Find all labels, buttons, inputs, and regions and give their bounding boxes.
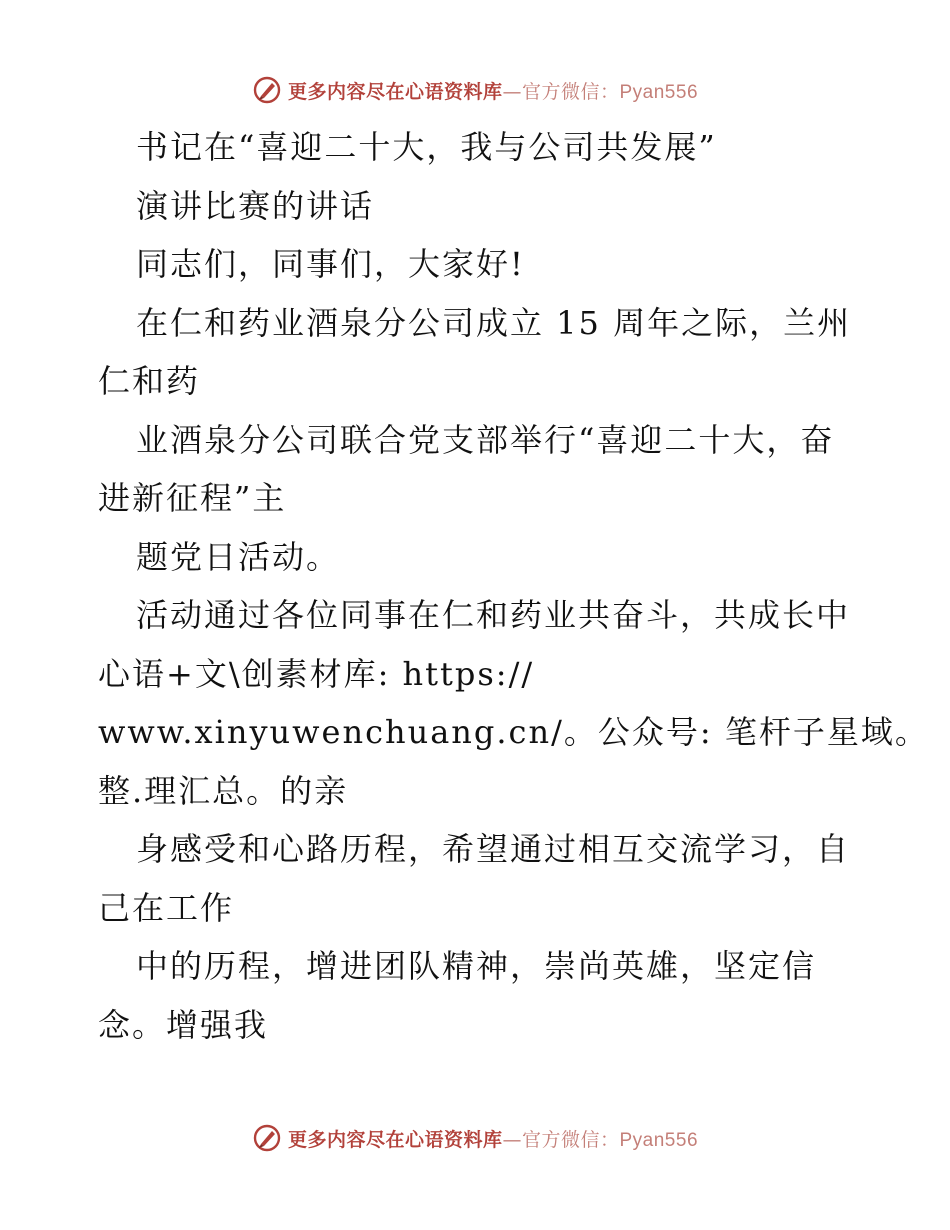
watermark-wechat-id: Pyan556 xyxy=(619,1129,699,1151)
text-line: www.xinyuwenchuang.cn/。公众号: 笔杆子星域。 xyxy=(98,713,929,751)
text-line: 进新征程”主 xyxy=(98,479,287,517)
watermark-label: —官方微信： xyxy=(502,80,620,103)
text-line: 身感受和心路历程，希望通过相互交流学习，自 xyxy=(136,830,851,868)
text-line: 心语+文\创素材库: https:// xyxy=(98,654,535,693)
text-line: 业酒泉分公司联合党支部举行“喜迎二十大，奋 xyxy=(136,420,835,459)
pen-logo-icon xyxy=(252,75,282,105)
watermark-brand: 更多内容尽在心语资料库 xyxy=(287,1128,503,1151)
footer-watermark xyxy=(0,1118,950,1158)
text-line: 题党日活动。 xyxy=(136,537,341,576)
pen-logo-icon xyxy=(252,1123,282,1153)
text-line: 己在工作 xyxy=(98,888,235,927)
document-body xyxy=(98,118,929,1054)
text-line: 同志们，同事们，大家好! xyxy=(136,245,525,283)
text-line: 仁和药 xyxy=(98,362,201,400)
header-watermark xyxy=(0,70,950,110)
watermark-brand: 更多内容尽在心语资料库 xyxy=(287,80,503,103)
text-line: 活动通过各位同事在仁和药业共奋斗，共成长中 xyxy=(136,596,851,634)
watermark-label: —官方微信： xyxy=(502,1128,620,1151)
text-line: 书记在“喜迎二十大，我与公司共发展” xyxy=(136,128,717,166)
watermark-wechat-id: Pyan556 xyxy=(619,81,699,103)
text-line: 念。增强我 xyxy=(98,1005,269,1044)
text-line: 整.理汇总。的亲 xyxy=(98,771,349,810)
text-line: 演讲比赛的讲话 xyxy=(136,186,375,225)
text-line: 中的历程，增进团队精神，崇尚英雄，坚定信 xyxy=(136,947,817,985)
text-line: 在仁和药业酒泉分公司成立 15 周年之际，兰州 xyxy=(136,303,852,342)
